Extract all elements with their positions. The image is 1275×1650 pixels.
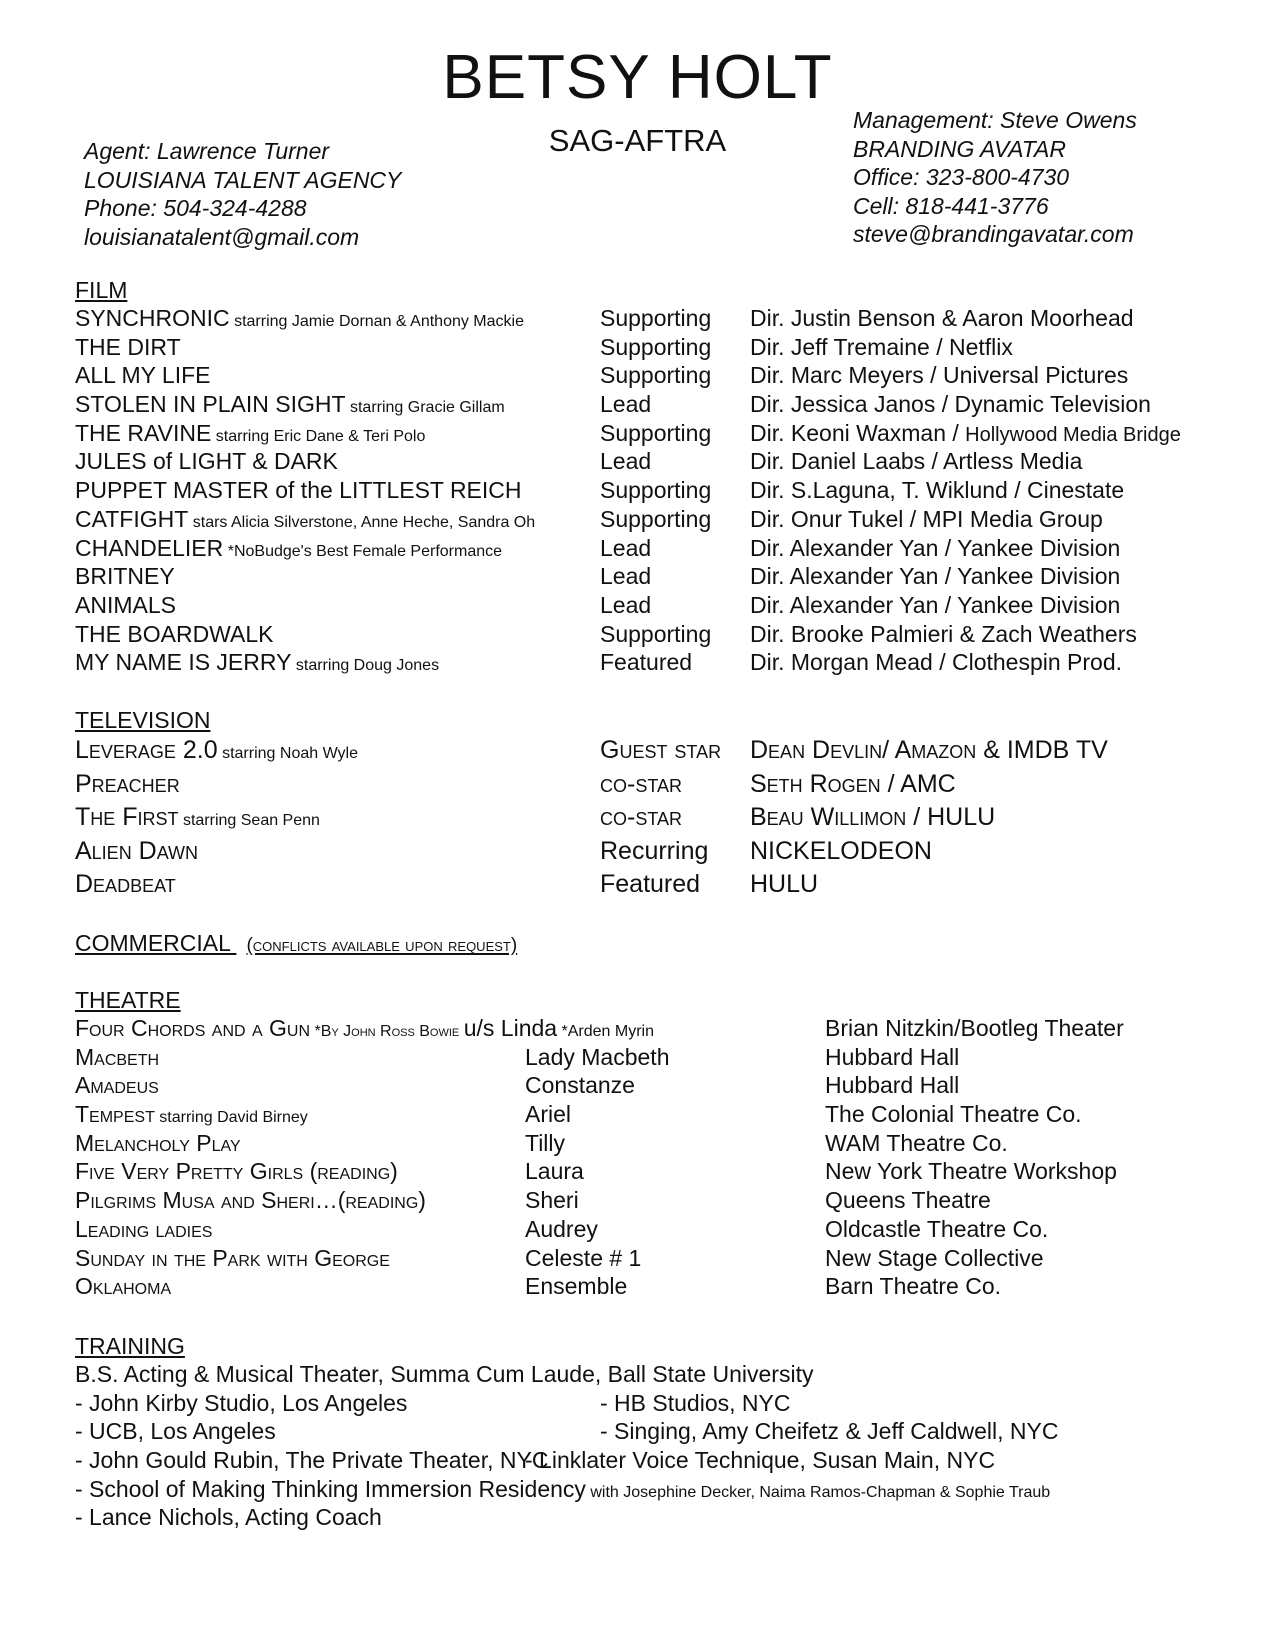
film-note: starring Gracie Gillam (345, 399, 505, 417)
agent-phone: Phone: 504-324-4288 (84, 195, 307, 221)
film-credit: Dir. Justin Benson & Aaron Moorhead (750, 305, 1134, 331)
training-item: - Singing, Amy Cheifetz & Jeff Caldwell, NYC (600, 1418, 1059, 1445)
television-row (75, 734, 1255, 768)
training-item: - John Kirby Studio, Los Angeles (75, 1389, 408, 1416)
management-cell-phone: Cell: 818-441-3776 (853, 192, 1049, 219)
theatre-row (75, 1244, 1255, 1273)
television-title-cell (75, 734, 358, 771)
television-role: Featured (600, 870, 701, 898)
television-row (75, 868, 1255, 902)
training-item: - Lance Nichols, Acting Coach (75, 1504, 382, 1531)
theatre-role: Tilly (525, 1129, 566, 1156)
manager-name: Management: Steve Owens (853, 107, 1137, 133)
film-credit: Dir. Keoni Waxman / (750, 419, 966, 446)
film-note: starring Doug Jones (291, 657, 440, 675)
training-row (75, 1389, 1255, 1418)
theatre-row (75, 1043, 1255, 1072)
film-role: Lead (600, 391, 652, 418)
theatre-title: Sunday in the Park with George (75, 1244, 390, 1271)
training-item-text: - School of Making Thinking Immersion Residency (75, 1475, 586, 1502)
film-credit: Dir. Jessica Janos / Dynamic Television (750, 391, 1151, 418)
television-title: Leverage 2.0 (75, 736, 218, 764)
film-credit-cell (750, 648, 1122, 679)
television-title-cell (75, 835, 198, 872)
theatre-company: Barn Theatre Co. (825, 1273, 1002, 1300)
training-row (75, 1475, 1255, 1504)
film-list (75, 304, 1255, 677)
film-row (75, 591, 1255, 620)
training-item: - HB Studios, NYC (600, 1389, 791, 1416)
television-row (75, 835, 1255, 869)
film-row (75, 534, 1255, 563)
film-role: Supporting (600, 419, 712, 446)
management-company: BRANDING AVATAR (853, 135, 1067, 162)
training-item: - UCB, Los Angeles (75, 1418, 276, 1445)
television-title-cell (75, 768, 180, 805)
theatre-role: Audrey (525, 1215, 598, 1242)
film-row (75, 476, 1255, 505)
television-credit: Seth Rogen / AMC (750, 769, 956, 798)
theatre-title: Macbeth (75, 1043, 160, 1070)
film-credit-cell (750, 304, 1134, 335)
television-title: Alien Dawn (75, 836, 199, 865)
theatre-role-note: *Arden Myrin (557, 1023, 654, 1040)
theatre-title: Tempest (75, 1101, 155, 1128)
film-row (75, 562, 1255, 591)
film-role: Lead (600, 563, 652, 590)
television-list (75, 734, 1255, 902)
film-credit: Dir. Marc Meyers / Universal Pictures (750, 362, 1129, 389)
theatre-role: Constanze (525, 1072, 635, 1099)
film-note: *NoBudge's Best Female Performance (223, 542, 503, 560)
film-role: Supporting (600, 505, 712, 532)
film-role: Supporting (600, 477, 712, 504)
film-row (75, 304, 1255, 333)
theatre-row (75, 1157, 1255, 1186)
television-role: Guest star (600, 736, 722, 764)
television-title-cell (75, 868, 176, 905)
film-credit-cell (750, 562, 1120, 593)
television-row (75, 801, 1255, 835)
theatre-title: Leading ladies (75, 1215, 213, 1242)
training-heading: TRAINING (75, 1333, 185, 1359)
agency-name: LOUISIANA TALENT AGENCY (84, 166, 402, 193)
television-role: co-star (600, 803, 682, 831)
training-row (75, 1446, 1255, 1475)
theatre-title: Pilgrims Musa and Sheri…(reading) (75, 1187, 426, 1214)
theatre-section (75, 986, 1255, 1301)
film-row (75, 648, 1255, 677)
television-credit: Dean Devlin/ Amazon & IMDB TV (750, 736, 1108, 764)
theatre-note: starring David Birney (154, 1109, 308, 1127)
film-credit: Dir. Onur Tukel / MPI Media Group (750, 505, 1103, 532)
theatre-company: New Stage Collective (825, 1244, 1044, 1271)
film-row (75, 447, 1255, 476)
film-title: CHANDELIER (75, 534, 224, 561)
theatre-heading: THEATRE (75, 987, 181, 1013)
theatre-company: Hubbard Hall (825, 1043, 960, 1070)
training-item-note: with Josephine Decker, Naima Ramos-Chapman & Sophie Traub (585, 1483, 1051, 1501)
theatre-title: Amadeus (75, 1072, 159, 1099)
television-credit: HULU (750, 870, 819, 898)
film-credit-cell (750, 620, 1137, 651)
theatre-title: Melancholy Play (75, 1129, 241, 1156)
television-note: starring Noah Wyle (217, 745, 358, 762)
theatre-title: Five Very Pretty Girls (reading) (75, 1158, 398, 1185)
theatre-row (75, 1014, 1255, 1043)
theatre-role: Ensemble (525, 1273, 628, 1300)
film-credit-cell (750, 447, 1082, 478)
commercial-heading: COMMERCIAL (75, 930, 231, 956)
television-credit: NICKELODEON (750, 836, 932, 865)
film-title: STOLEN IN PLAIN SIGHT (75, 391, 346, 418)
training-row (75, 1417, 1255, 1446)
television-title: Preacher (75, 769, 180, 798)
theatre-role: Celeste # 1 (525, 1244, 642, 1271)
training-degree: B.S. Acting & Musical Theater, Summa Cum Laude, Ball State University (75, 1361, 814, 1387)
television-credit: Beau Willimon / HULU (750, 803, 996, 831)
film-role: Lead (600, 534, 652, 561)
film-title: JULES of LIGHT & DARK (75, 448, 338, 475)
theatre-row (75, 1129, 1255, 1158)
training-row (75, 1503, 1255, 1532)
film-row (75, 419, 1255, 448)
film-heading: FILM (75, 277, 128, 303)
theatre-company: Hubbard Hall (825, 1072, 960, 1099)
television-row (75, 768, 1255, 802)
film-credit: Dir. Jeff Tremaine / Netflix (750, 333, 1013, 360)
union-affiliation: SAG-AFTRA (548, 123, 727, 158)
film-credit-cell (750, 361, 1128, 392)
film-credit-cell (750, 591, 1120, 622)
film-title: PUPPET MASTER of the LITTLEST REICH (75, 477, 522, 504)
film-note: starring Eric Dane & Teri Polo (211, 427, 426, 445)
film-note: stars Alicia Silverstone, Anne Heche, Sandra Oh (188, 513, 536, 531)
film-credit-cell (750, 534, 1120, 565)
theatre-row (75, 1100, 1255, 1129)
film-row (75, 505, 1255, 534)
theatre-company: Queens Theatre (825, 1187, 991, 1214)
television-section (75, 706, 1255, 902)
theatre-row (75, 1215, 1255, 1244)
management-office-phone: Office: 323-800-4730 (853, 164, 1070, 190)
film-row (75, 390, 1255, 419)
film-title: CATFIGHT (75, 505, 189, 532)
film-title-cell (75, 648, 439, 681)
film-title: THE RAVINE (75, 419, 212, 446)
film-title: ANIMALS (75, 591, 176, 618)
film-title: MY NAME IS JERRY (75, 649, 292, 676)
theatre-role: u/s Linda (463, 1015, 558, 1041)
theatre-role: Sheri (525, 1187, 579, 1214)
film-credit-cell (750, 333, 1013, 364)
film-title: SYNCHRONIC (75, 305, 230, 331)
film-credit: Dir. Brooke Palmieri & Zach Weathers (750, 620, 1137, 647)
television-title: Deadbeat (75, 870, 176, 898)
agent-name: Agent: Lawrence Turner (84, 138, 330, 164)
film-credit-cell (750, 505, 1103, 536)
theatre-role: Laura (525, 1158, 584, 1185)
theatre-company: Brian Nitzkin/Bootleg Theater (825, 1015, 1124, 1041)
theatre-row (75, 1186, 1255, 1215)
television-title: The First (75, 803, 179, 831)
commercial-heading-line (75, 929, 1255, 960)
film-credit: Dir. Morgan Mead / Clothespin Prod. (750, 649, 1123, 676)
commercial-subtitle: (conflicts available upon request) (246, 935, 518, 956)
theatre-list (75, 1043, 1255, 1301)
agent-contact (84, 137, 401, 251)
actor-name: BETSY HOLT (442, 43, 833, 112)
commercial-section (75, 929, 1255, 960)
film-section (75, 276, 1255, 677)
film-role: Supporting (600, 333, 712, 360)
theatre-note: *By John Ross Bowie (310, 1023, 464, 1040)
theatre-title: Four Chords and a Gun (75, 1015, 311, 1041)
training-list (75, 1389, 1255, 1446)
agent-email: louisianatalent@gmail.com (84, 223, 360, 250)
theatre-role: Lady Macbeth (525, 1043, 670, 1070)
film-role: Featured (600, 649, 693, 676)
theatre-role: Ariel (525, 1101, 572, 1128)
film-row (75, 620, 1255, 649)
film-title: ALL MY LIFE (75, 362, 211, 389)
television-heading: TELEVISION (75, 707, 211, 733)
theatre-title-cell (75, 1272, 171, 1305)
film-credit: Dir. Alexander Yan / Yankee Division (750, 591, 1121, 618)
film-role: Supporting (600, 620, 712, 647)
film-row (75, 333, 1255, 362)
theatre-company: Oldcastle Theatre Co. (825, 1215, 1049, 1242)
film-role: Lead (600, 591, 652, 618)
film-credit: Dir. S.Laguna, T. Wiklund / Cinestate (750, 477, 1125, 504)
film-credit-cell (750, 390, 1151, 421)
theatre-title: Oklahoma (75, 1273, 172, 1300)
film-credit: Dir. Alexander Yan / Yankee Division (750, 534, 1121, 561)
theatre-company: The Colonial Theatre Co. (825, 1101, 1082, 1128)
film-note: starring Jamie Dornan & Anthony Mackie (229, 313, 524, 330)
theatre-company: WAM Theatre Co. (825, 1129, 1008, 1156)
film-credit-note: Hollywood Media Bridge (965, 423, 1181, 446)
film-role: Lead (600, 448, 652, 475)
film-title: THE BOARDWALK (75, 620, 274, 647)
film-credit-cell (750, 419, 1181, 450)
film-title: THE DIRT (75, 333, 181, 360)
film-role: Supporting (600, 305, 712, 331)
theatre-company: New York Theatre Workshop (825, 1158, 1117, 1185)
management-contact (853, 106, 1137, 249)
training-item: - Linklater Voice Technique, Susan Main, NYC (525, 1447, 996, 1474)
film-row (75, 361, 1255, 390)
training-degree-row (75, 1360, 1255, 1389)
television-note: starring Sean Penn (178, 812, 320, 829)
film-role: Supporting (600, 362, 712, 389)
training-item: - John Gould Rubin, The Private Theater, NYC (75, 1447, 549, 1474)
film-title: BRITNEY (75, 563, 175, 590)
theatre-row (75, 1071, 1255, 1100)
management-email: steve@brandingavatar.com (853, 221, 1134, 247)
television-role: co-star (600, 769, 682, 798)
film-credit: Dir. Daniel Laabs / Artless Media (750, 448, 1083, 475)
film-credit-cell (750, 476, 1124, 507)
theatre-row (75, 1272, 1255, 1301)
television-role: Recurring (600, 836, 709, 865)
training-section (75, 1332, 1255, 1532)
television-title-cell (75, 801, 320, 838)
film-credit: Dir. Alexander Yan / Yankee Division (750, 563, 1121, 590)
